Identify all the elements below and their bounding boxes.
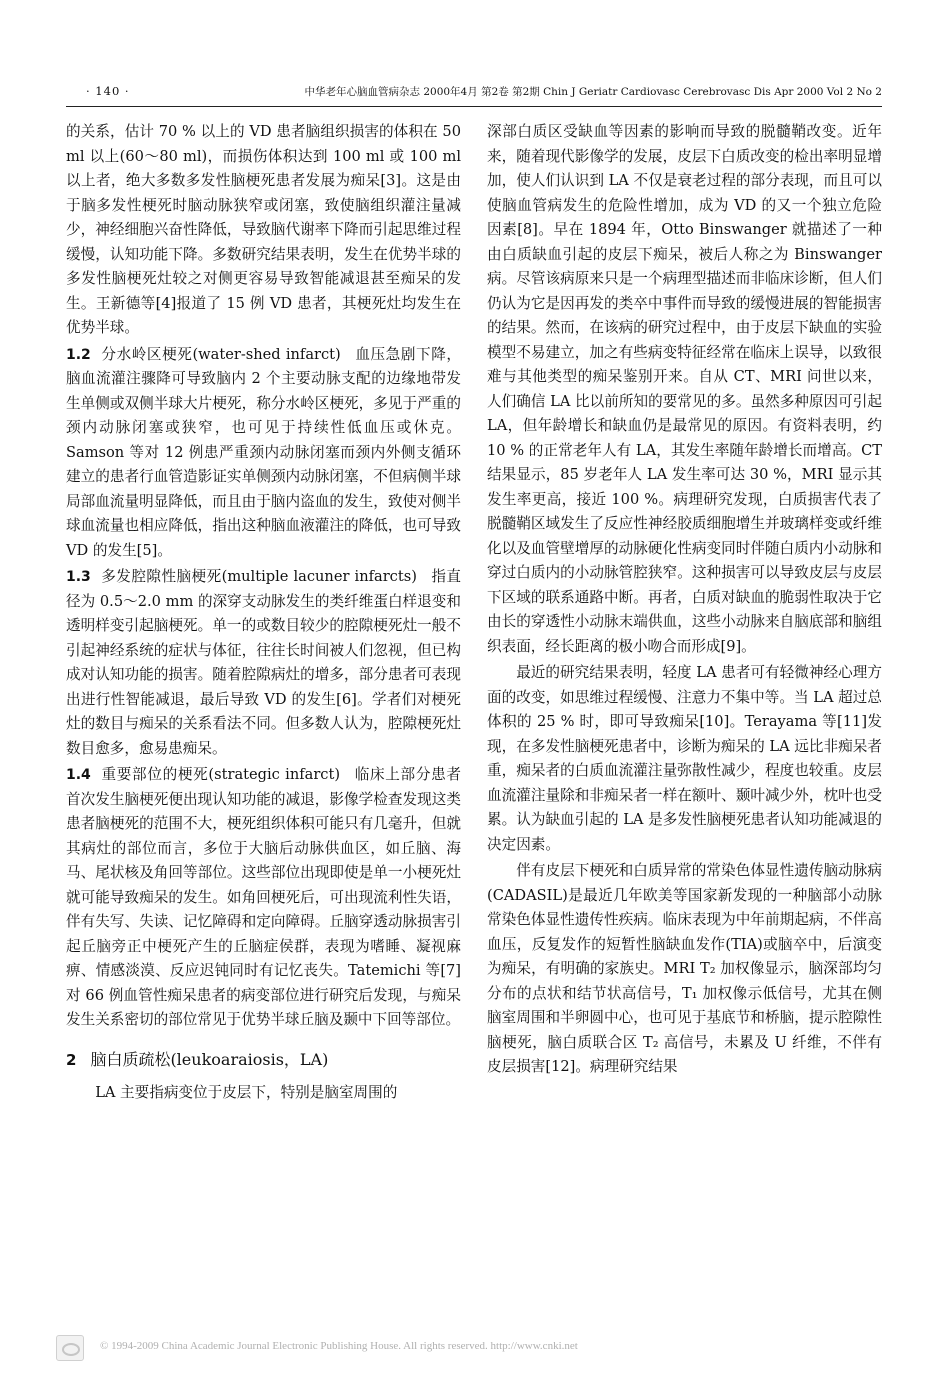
journal-citation: 中华老年心脑血管病杂志 2000年4月 第2卷 第2期 Chin J Geriatr Cardiovasc Cerebrovasc Dis Apr 2000 Vol 2 No 2 [304, 86, 882, 98]
subsection-number: 1.3 [66, 569, 91, 585]
subsection-title: 分水岭区梗死(water-shed infarct) [100, 345, 341, 363]
section-2-heading [66, 1047, 461, 1073]
subsection-title: 重要部位的梗死(strategic infarct) [100, 766, 341, 783]
subsection-1-4 [66, 763, 461, 1033]
subsection-number: 1.4 [66, 767, 91, 783]
left-column [66, 120, 461, 1105]
section-title: 脑白质疏松(leukoaraiosis，LA) [90, 1049, 329, 1069]
paragraph: 最近的研究结果表明，轻度 LA 患者可有轻微神经心理方面的改变，如思维过程缓慢、注意力不集中等。当 LA 超过总体积的 25 % 时，即可导致痴呆[10]。Terayama 等[11]发现，在多发性脑梗死患者中，诊断为痴呆的 LA 远比非痴呆者重，痴呆者的白质血流灌注量弥散性减少，程度也较重。皮层血流灌注量除和非痴呆者一样在额叶、颞叶减少外，枕叶也受累。认为缺血引起的 LA 是多发性脑梗死患者认知功能减退的决定因素。 [487, 664, 882, 853]
section-2-paragraph: LA 主要指病变位于皮层下，特别是脑室周围的 [95, 1083, 398, 1101]
subsection-body: 血压急剧下降，脑血流灌注骤降可导致脑内 2 个主要动脉支配的边缘地带发生单侧或双侧半球大片梗死，称分水岭区梗死，多见于严重的颈内动脉闭塞或狭窄，也可见于持续性低血压或休克。Samson 等对 12 例患严重颈内动脉闭塞而颈内外侧支循环建立的患者行血管造影证实单侧颈内动脉闭塞，不但病侧半球局部血流量明显降低，而且由于脑内盗血的发生，致使对侧半球血流量也相应降低，指出这种脑血液灌注的降低，也可导致 VD 的发生[5]。 [66, 345, 461, 559]
subsection-body: 指直径为 0.5～2.0 mm 的深穿支动脉发生的类纤维蛋白样退变和透明样变引起脑梗死。单一的或数目较少的腔隙梗死灶一般不引起神经系统的症状与体征，往往长时间被人们忽视，但已构成对认知功能的损害。随着腔隙病灶的增多，部分患者可表现出进行性智能减退，最后导致 VD 的发生[6]。学者们对梗死灶的数目与痴呆的关系看法不同。但多数人认为，腔隙梗死灶数目愈多，愈易患痴呆。 [66, 568, 461, 757]
paragraph-continued: 深部白质区受缺血等因素的影响而导致的脱髓鞘改变。近年来，随着现代影像学的发展，皮层下白质改变的检出率明显增加，使人们认识到 LA 不仅是衰老过程的部分表现，而且可以使脑血管病发生的危险性增加，成为 VD 的又一个独立危险因素[8]。早在 1894 年，Otto Binswanger 就描述了一种由白质缺血引起的皮层下痴呆，被后人称之为 Binswanger 病。尽管该病原来只是一个病理型描述而非临床诊断，但人们仍认为它是因再发的类卒中事件而导致的缓慢进展的智能损害的结果。然而，在该病的研究过程中，由于皮层下缺血的实验模型不易建立，加之有些病变特征经常在临床上误导，以致很难与其他类型的痴呆鉴别开来。自从 CT、MRI 问世以来，人们确信 LA 比以前所知的要常见的多。虽然多种原因可引起 LA，但年龄增长和缺血仍是最常见的原因。有资料表明，约 10 % 的正常老年人有 LA，其发生率随年龄增长而增高。CT 结果显示，85 岁老年人 LA 发生率可达 30 %，MRI 显示其发生率更高，接近 100 %。病理研究发现，白质损害代表了脱髓鞘区域发生了反应性神经胶质细胞增生并玻璃样变或纤维化以及血管壁增厚的动脉硬化性病变同时伴随白质内小动脉和穿过白质内的小动脉管腔狭窄。这种损害可以导致皮层与皮层下区域的联系通路中断。再者，白质对缺血的脆弱性取决于它由长的穿透性小动脉末端供血，这些小动脉来自脑底部和脑组织表面，经长距离的极小吻合而形成[9]。 [487, 123, 882, 655]
page-number: · 140 · [86, 84, 130, 98]
cnki-logo-icon [56, 1335, 84, 1361]
subsection-title: 多发腔隙性脑梗死(multiple lacuner infarcts) [100, 568, 417, 585]
right-column [487, 120, 882, 1080]
section-number: 2 [66, 1050, 77, 1069]
paragraph: 伴有皮层下梗死和白质异常的常染色体显性遗传脑动脉病(CADASIL)是最近几年欧美等国家新发现的一种脑部小动脉常染色体显性遗传性疾病。临床表现为中年前期起病，不伴高血压，反复发作的短暂性脑缺血发作(TIA)或脑卒中，后演变为痴呆，有明确的家族史。MRI T₂ 加权像显示，脑深部均匀分布的点状和结节状高信号，T₁ 加权像示低信号，尤其在侧脑室周围和半卵圆中心，也可见于基底节和桥脑，提示腔隙性脑梗死，脑白质联合区 T₂ 高信号，未累及 U 纤维，不伴有皮层损害[12]。病理研究结果 [487, 862, 882, 1075]
subsection-1-2 [66, 343, 461, 564]
running-header [66, 84, 882, 107]
paragraph-continued: 的关系，估计 70 % 以上的 VD 患者脑组织损害的体积在 50 ml 以上(60～80 ml)，而损伤体积达到 100 ml 或 100 ml 以上者，绝大多数多发性脑梗死患者发展为痴呆[3]。这是由于脑多发性梗死时脑动脉狭窄或闭塞，致使脑组织灌注量减少，神经细胞兴奋性降低，导致脑代谢率下降而引起思维过程缓慢，认知功能下降。多数研究结果表明，发生在优势半球的多发性脑梗死灶较之对侧更容易导致智能减退甚至痴呆的发生。王新德等[4]报道了 15 例 VD 患者，其梗死灶均发生在优势半球。 [66, 123, 461, 336]
footer-text: © 1994-2009 China Academic Journal Electronic Publishing House. All rights reserved. http://www.cnki.net [100, 1340, 578, 1352]
subsection-body: 临床上部分患者首次发生脑梗死便出现认知功能的减退，影像学检查发现这类患者脑梗死的范围不大，梗死组织体积可能只有几毫升，但就其病灶的部位而言，多位于大脑后动脉供血区，如丘脑、海马、尾状核及角回等部位。这些部位出现即使是单一小梗死灶就可能导致痴呆的发生。如角回梗死后，可出现流利性失语，伴有失写、失读、记忆障碍和定向障碍。丘脑穿透动脉损害引起丘脑旁正中梗死产生的丘脑症侯群，表现为嗜睡、凝视麻痹、情感淡漠、反应迟钝同时有记忆丧失。Tatemichi 等[7]对 66 例血管性痴呆患者的病变部位进行研究后发现，与痴呆发生关系密切的部位常见于优势半球丘脑及颞中下回等部位。 [66, 766, 461, 1028]
copyright-footer [56, 1335, 896, 1361]
subsection-1-3 [66, 565, 461, 761]
subsection-number: 1.2 [66, 346, 91, 363]
